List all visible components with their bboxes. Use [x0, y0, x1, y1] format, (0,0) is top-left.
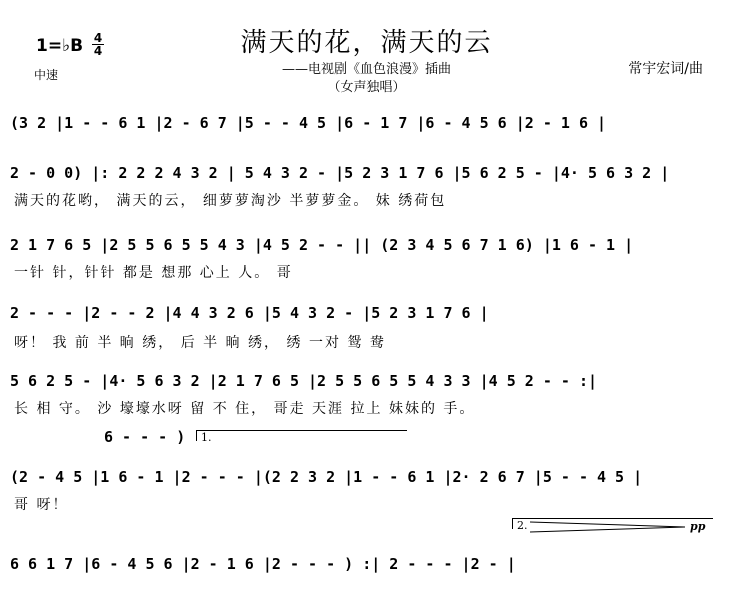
lyric-line-5: 长 相 守。 沙 壕壕水呀 留 不 住， 哥走 天涯 拉上 妹妹的 手。 — [14, 401, 476, 417]
score-line-2: 2 - 0 0) |: 2 2 2 4 3 2 | 5 4 3 2 - |5 2 3 1 7 6 |5 6 2 5 - |4· 5 6 3 2 | — [10, 164, 670, 182]
volta-label-1: 1. — [201, 431, 212, 444]
key-signature: 1=♭B — [36, 36, 84, 56]
decrescendo-hairpin — [530, 520, 690, 534]
score-line-4: 2 - - - |2 - - 2 |4 4 3 2 6 |5 4 3 2 - |5 2 3 1 7 6 | — [10, 304, 489, 322]
meter-bottom: 4 — [93, 44, 103, 58]
score-line-1: (3 2 |1 - - 6 1 |2 - 6 7 |5 - - 4 5 |6 - 1 7 |6 - 4 5 6 |2 - 1 6 | — [10, 114, 607, 132]
author-credit: 常宇宏词/曲 — [628, 61, 703, 77]
tempo-marking: 中速 — [34, 68, 59, 82]
score-line-8: 6 6 1 7 |6 - 4 5 6 |2 - 1 6 |2 - - - ) :| 2 - - - |2 - | — [10, 555, 516, 573]
performer-note: （女声独唱） — [327, 80, 406, 95]
volta-label-2: 2. — [517, 519, 528, 532]
score-line-5: 5 6 2 5 - |4· 5 6 3 2 |2 1 7 6 5 |2 5 5 6 5 5 4 3 3 |4 5 2 - - :| — [10, 372, 597, 390]
dynamic-pianissimo: pp — [690, 520, 706, 533]
lyric-line-7: 哥 呀！ — [14, 497, 69, 513]
lyric-line-4: 呀！ 我 前 半 晌 绣， 后 半 晌 绣， 绣 一对 鸳 鸯 — [14, 335, 386, 351]
volta-bracket-1 — [196, 430, 407, 444]
meter-top: 4 — [93, 31, 103, 45]
score-line-6: 6 - - - ) — [104, 428, 186, 446]
lyric-line-2: 满天的花哟， 满天的云， 细萝萝淘沙 半萝萝金。 妹 绣荷包 — [14, 193, 447, 209]
lyric-line-3: 一针 针，针针 都是 想那 心上 人。 哥 — [14, 265, 293, 281]
score-line-3: 2 1 7 6 5 |2 5 5 6 5 5 4 3 |4 5 2 - - || (2 3 4 5 6 7 1 6) |1 6 - 1 | — [10, 236, 634, 254]
song-title: 满天的花，满天的云 — [240, 28, 493, 58]
score-line-7: (2 - 4 5 |1 6 - 1 |2 - - - |(2 2 3 2 |1 - - 6 1 |2· 2 6 7 |5 - - 4 5 | — [10, 468, 643, 486]
song-subtitle: ——电视剧《血色浪漫》插曲 — [281, 62, 451, 77]
